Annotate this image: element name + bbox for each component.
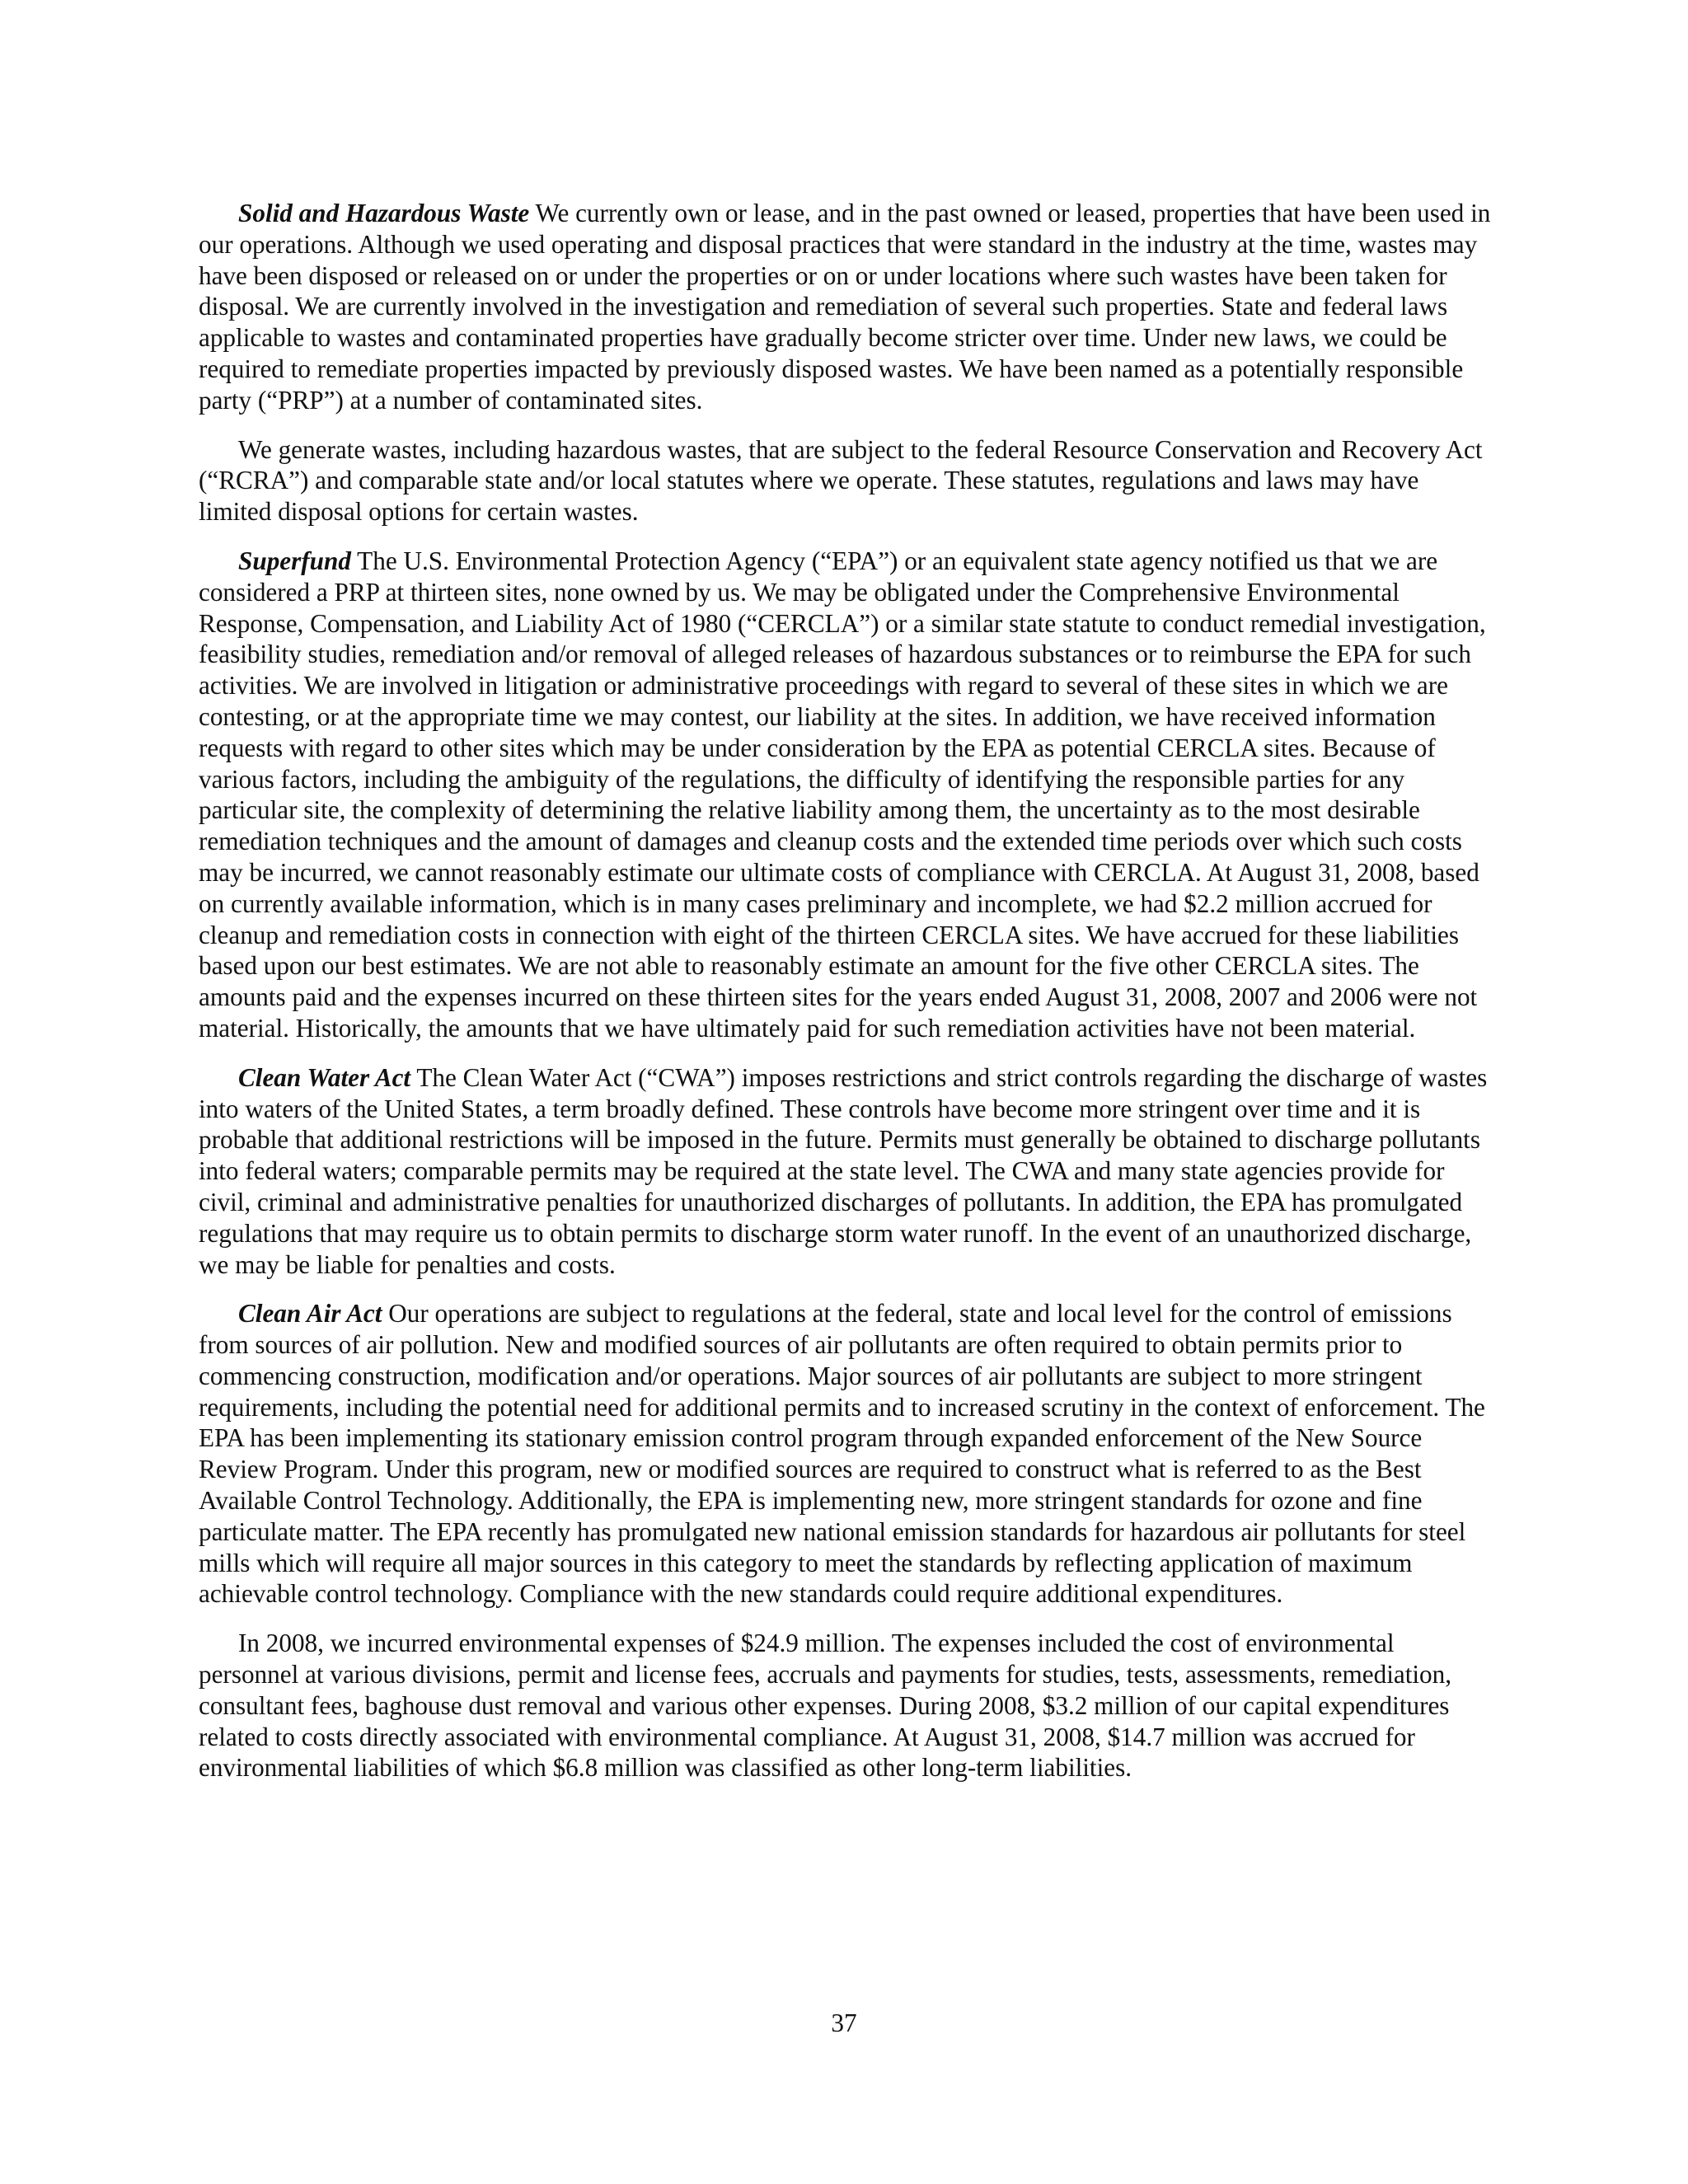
- paragraph-environmental-expenses: [199, 1628, 1498, 1783]
- paragraph-superfund: [199, 546, 1498, 1044]
- page-number: 37: [831, 2008, 857, 2037]
- document-body: [199, 198, 1498, 1802]
- paragraph-rcra-wastes: [199, 434, 1498, 527]
- paragraph-heading: Superfund: [238, 546, 351, 575]
- paragraph-text: The U.S. Environmental Protection Agency (“EPA”) or an equivalent state agency notified us that we are considered a PRP at thirteen sites, none owned by us. We may be obligated under the Comprehensive Environmental Response, Compensation, and Liability Act of 1980 (“CERCLA”) or a similar state statute to conduct remedial investigation, feasibility studies, remediation and/or removal of alleged releases of hazardous substances or to reimburse the EPA for such activities. We are involved in litigation or administrative proceedings with regard to several of these sites in which we are contesting, or at the appropriate time we may contest, our liability at the sites. In addition, we have received information requests with regard to other sites which may be under consideration by the EPA as potential CERCLA sites. Because of various factors, including the ambiguity of the regulations, the difficulty of identifying the responsible parties for any particular site, the complexity of determining the relative liability among them, the uncertainty as to the most desirable remediation techniques and the amount of damages and cleanup costs and the extended time periods over which such costs may be incurred, we cannot reasonably estimate our ultimate costs of compliance with CERCLA. At August 31, 2008, based on currently available information, which is in many cases preliminary and incomplete, we had $2.2 million accrued for cleanup and remediation costs in connection with eight of the thirteen CERCLA sites. We have accrued for these liabilities based upon our best estimates. We are not able to reasonably estimate an amount for the five other CERCLA sites. The amounts paid and the expenses incurred on these thirteen sites for the years ended August 31, 2008, 2007 and 2006 were not material. Historically, the amounts that we have ultimately paid for such remediation activities have not been material.: [199, 546, 1486, 1043]
- paragraph-text: We generate wastes, including hazardous wastes, that are subject to the federal Resource Conservation and Recovery Act (“RCRA”) and comparable state and/or local statutes where we operate. These statutes, regulations and laws may have limited disposal options for certain wastes.: [199, 434, 1483, 527]
- paragraph-text: Our operations are subject to regulations at the federal, state and local level for the control of emissions from sources of air pollution. New and modified sources of air pollutants are often required to obtain permits prior to commencing construction, modification and/or operations. Major sources of air pollutants are subject to more stringent requirements, including the potential need for additional permits and to increased scrutiny in the context of enforcement. The EPA has been implementing its stationary emission control program through expanded enforcement of the New Source Review Program. Under this program, new or modified sources are required to construct what is referred to as the Best Available Control Technology. Additionally, the EPA is implementing new, more stringent standards for ozone and fine particulate matter. The EPA recently has promulgated new national emission standards for hazardous air pollutants for steel mills which will require all major sources in this category to meet the standards by reflecting application of maximum achievable control technology. Compliance with the new standards could require additional expenditures.: [199, 1299, 1485, 1609]
- paragraph-clean-water-act: [199, 1062, 1498, 1281]
- paragraph-solid-hazardous-waste: [199, 198, 1498, 416]
- paragraph-heading: Solid and Hazardous Waste: [238, 199, 530, 227]
- paragraph-text: The Clean Water Act (“CWA”) imposes restrictions and strict controls regarding the discharge of wastes into waters of the United States, a term broadly defined. These controls have become more stringent over time and it is probable that additional restrictions will be imposed in the future. Permits must generally be obtained to discharge pollutants into federal waters; comparable permits may be required at the state level. The CWA and many state agencies provide for civil, criminal and administrative penalties for unauthorized discharges of pollutants. In addition, the EPA has promulgated regulations that may require us to obtain permits to discharge storm water runoff. In the event of an unauthorized discharge, we may be liable for penalties and costs.: [199, 1062, 1488, 1279]
- paragraph-clean-air-act: [199, 1298, 1498, 1610]
- paragraph-heading: Clean Water Act: [238, 1062, 411, 1092]
- paragraph-text: We currently own or lease, and in the past owned or leased, properties that have been used in our operations. Although we used operating and disposal practices that were standard in the industry at the time, wastes may have been disposed or released on or under the properties or on or under locations where such wastes have been taken for disposal. We are currently involved in the investigation and remediation of several such properties. State and federal laws applicable to wastes and contaminated properties have gradually become stricter over time. Under new laws, we could be required to remediate properties impacted by previously disposed wastes. We have been named as a potentially responsible party (“PRP”) at a number of contaminated sites.: [199, 199, 1491, 415]
- paragraph-text: In 2008, we incurred environmental expenses of $24.9 million. The expenses included the cost of environmental personnel at various divisions, permit and license fees, accruals and payments for studies, tests, assessments, remediation, consultant fees, baghouse dust removal and various other expenses. During 2008, $3.2 million of our capital expenditures related to costs directly associated with environmental compliance. At August 31, 2008, $14.7 million was accrued for environmental liabilities of which $6.8 million was classified as other long-term liabilities.: [199, 1629, 1452, 1783]
- paragraph-heading: Clean Air Act: [238, 1299, 382, 1329]
